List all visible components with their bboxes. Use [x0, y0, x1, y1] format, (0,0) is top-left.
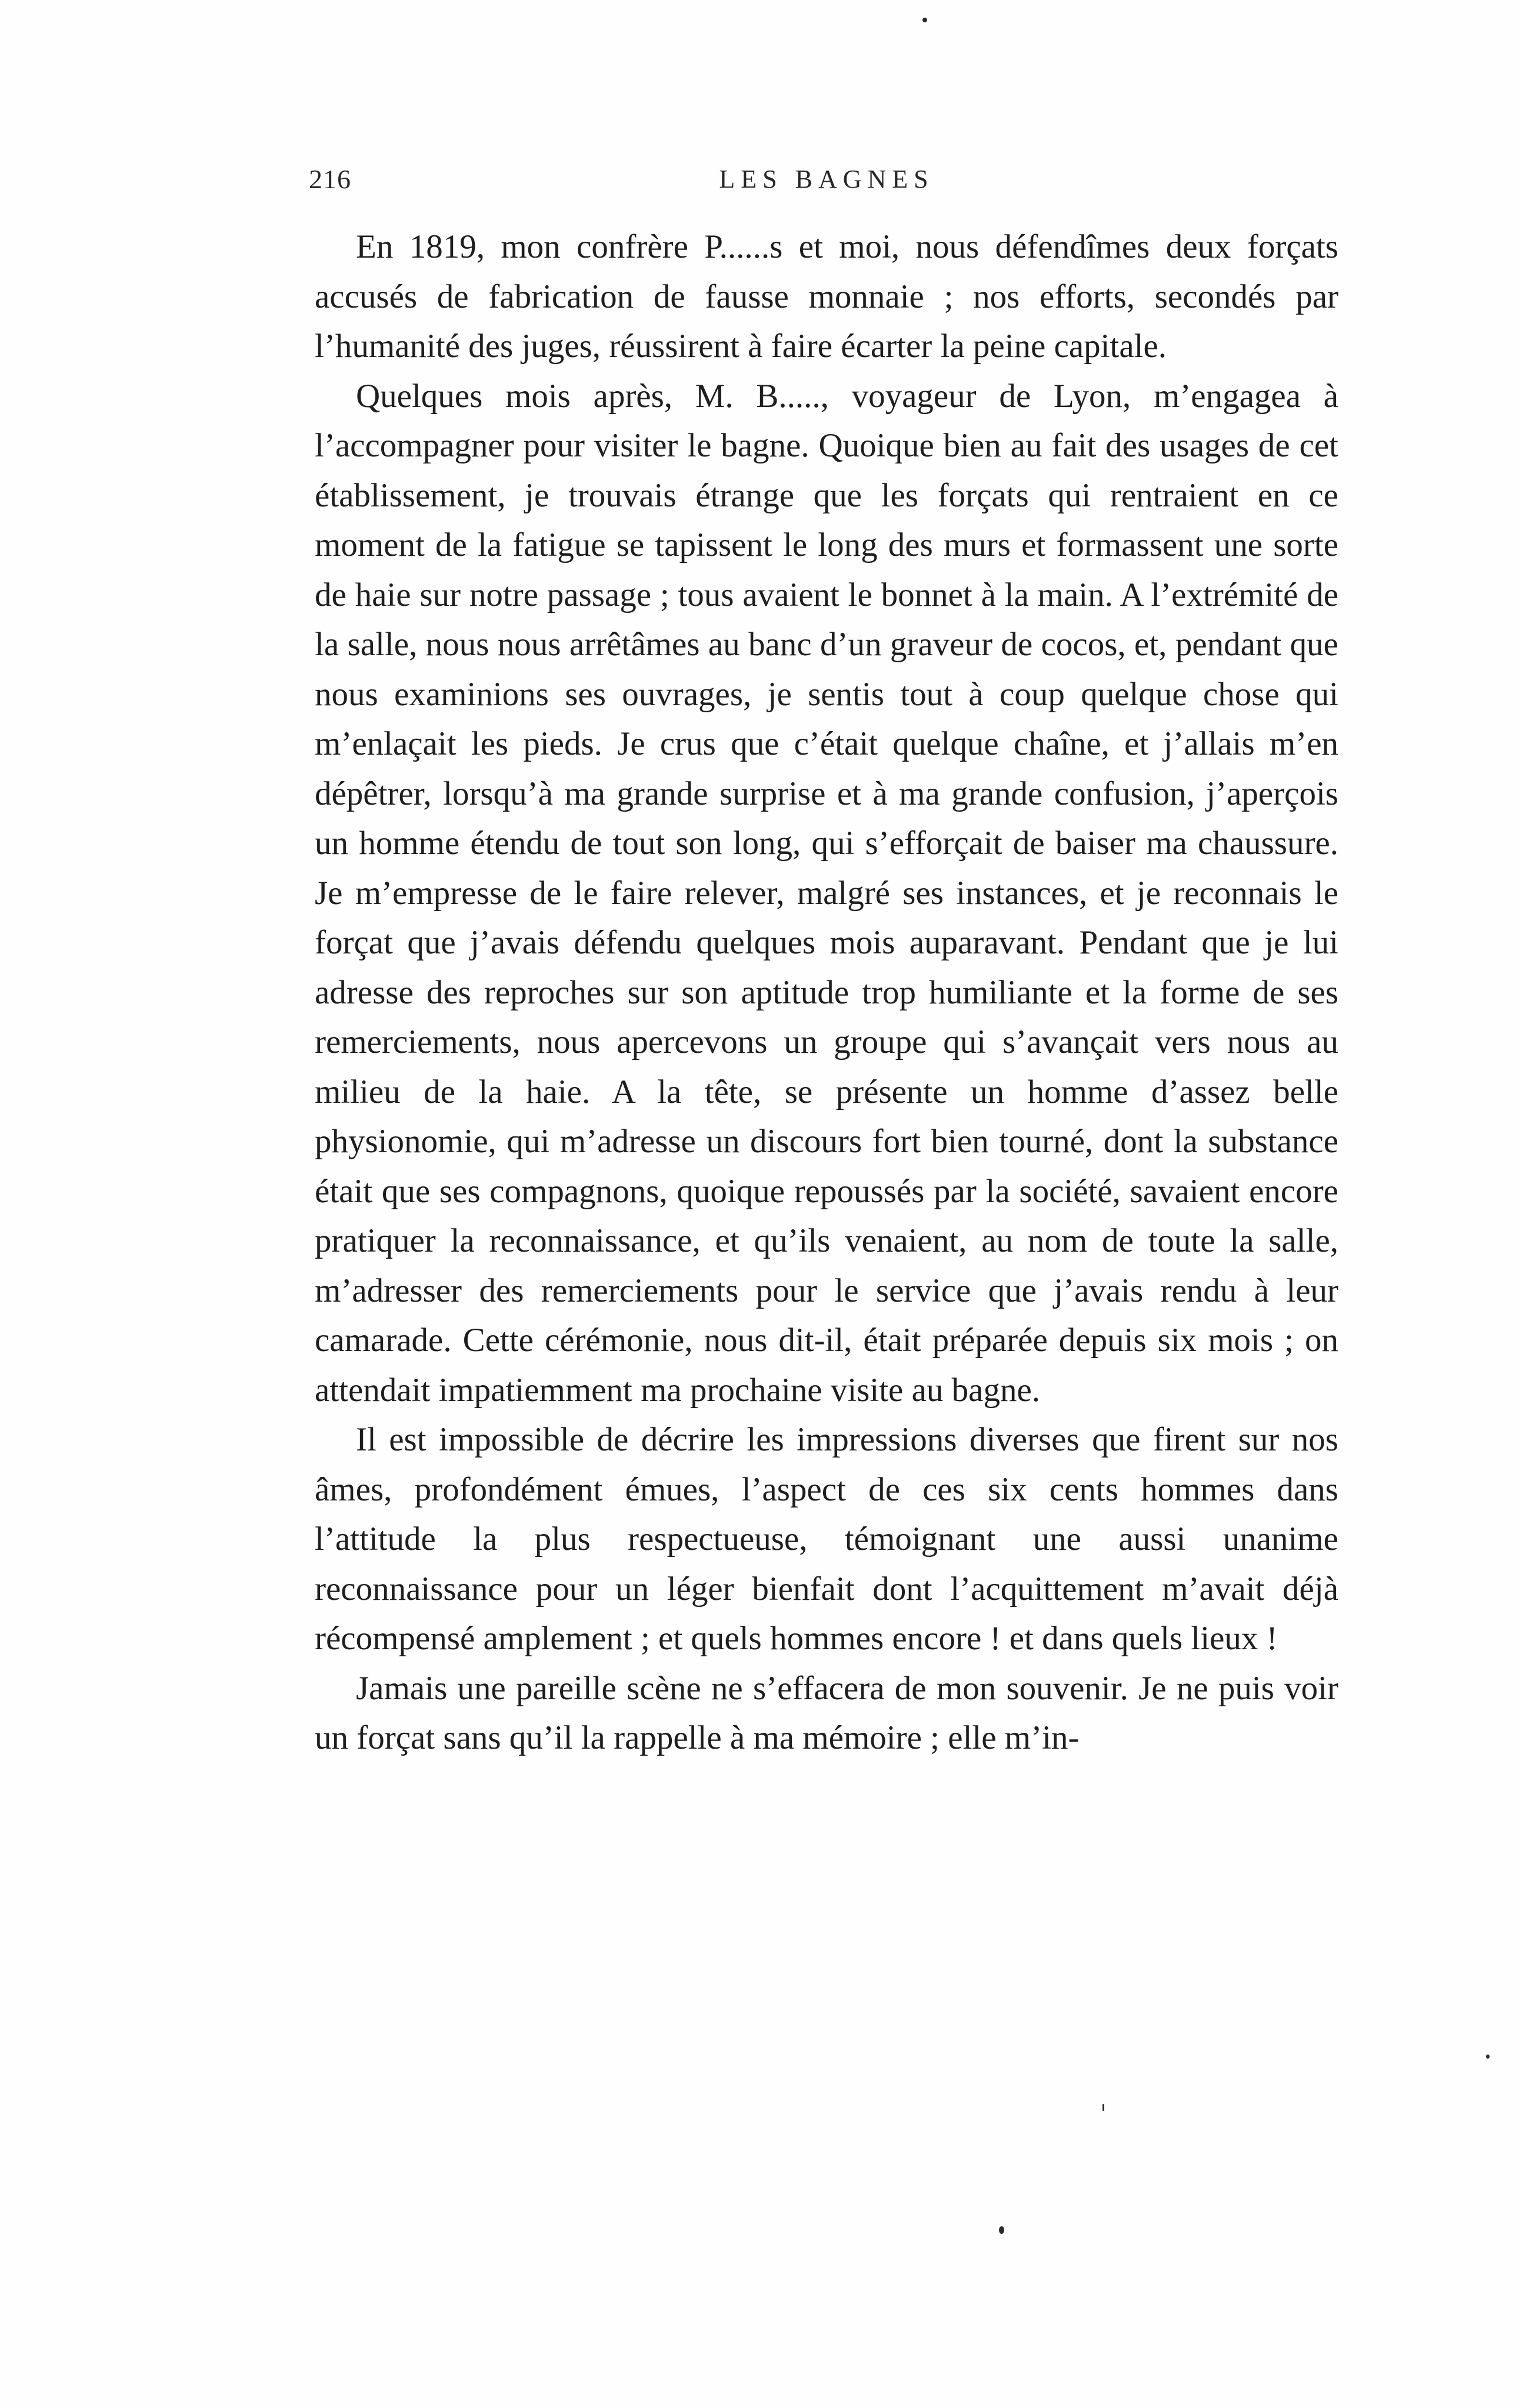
scan-speck [1486, 2055, 1490, 2059]
page-number: 216 [309, 164, 351, 194]
paragraph-defense: En 1819, mon confrère P......s et moi, nous défendîmes deux forçats accusés de fabrication de fausse monnaie ; nos efforts, secondés par l’humanité des juges, réussirent à faire écarter la peine capitale. [315, 228, 1338, 365]
scan-speck [922, 18, 927, 22]
page-header [309, 159, 1344, 200]
scan-speck [999, 2226, 1004, 2234]
body-text [315, 222, 1338, 1763]
paragraph-souvenir: Jamais une pareille scène ne s’effacera de mon souvenir. Je ne puis voir un forçat sans qu’il la rappelle à ma mémoire ; elle m’in- [315, 1669, 1338, 1756]
paragraph-bagne-visit: Quelques mois après, M. B....., voyageur de Lyon, m’engagea à l’accompagner pour visiter le bagne. Quoique bien au fait des usages de cet établissement, je trouvais étrange que les forçats qui rentraient en ce moment de la fatigue se tapissent le long des murs et formassent une sorte de haie sur notre passage ; tous avaient le bonnet à la main. A l’extrémité de la salle, nous nous arrêtâmes au banc d’un graveur de cocos, et, pendant que nous examinions ses ouvrages, je sentis tout à coup quelque chose qui m’enlaçait les pieds. Je crus que c’était quelque chaîne, et j’allais m’en dépêtrer, lorsqu’à ma grande surprise et à ma grande confusion, j’aperçois un homme étendu de tout son long, qui s’efforçait de baiser ma chaussure. Je m’empresse de le faire relever, malgré ses instances, et je reconnais le forçat que j’avais défendu quelques mois auparavant. Pendant que je lui adresse des reproches sur son aptitude trop humiliante et la forme de ses remerciements, nous apercevons un groupe qui s’avançait vers nous au milieu de la haie. A la tête, se présente un homme d’assez belle physionomie, qui m’adresse un discours fort bien tourné, dont la substance était que ses compagnons, quoique repoussés par la société, savaient encore pratiquer la reconnaissance, et qu’ils venaient, au nom de toute la salle, m’adresser des remerciements pour le service que j’avais rendu à leur camarade. Cette cérémonie, nous dit-il, était préparée depuis six mois ; on attendait impatiemment ma prochaine visite au bagne. [315, 377, 1338, 1409]
scan-speck [1102, 2104, 1104, 2111]
running-title: LES BAGNES [719, 165, 934, 194]
paragraph-impressions: Il est impossible de décrire les impressions diverses que firent sur nos âmes, profondément émues, l’aspect de ces six cents hommes dans l’attitude la plus respectueuse, témoignant une aussi unanime reconnaissance pour un léger bienfait dont l’acquittement m’avait déjà récompensé amplement ; et quels hommes encore ! et dans quels lieux ! [315, 1421, 1338, 1657]
